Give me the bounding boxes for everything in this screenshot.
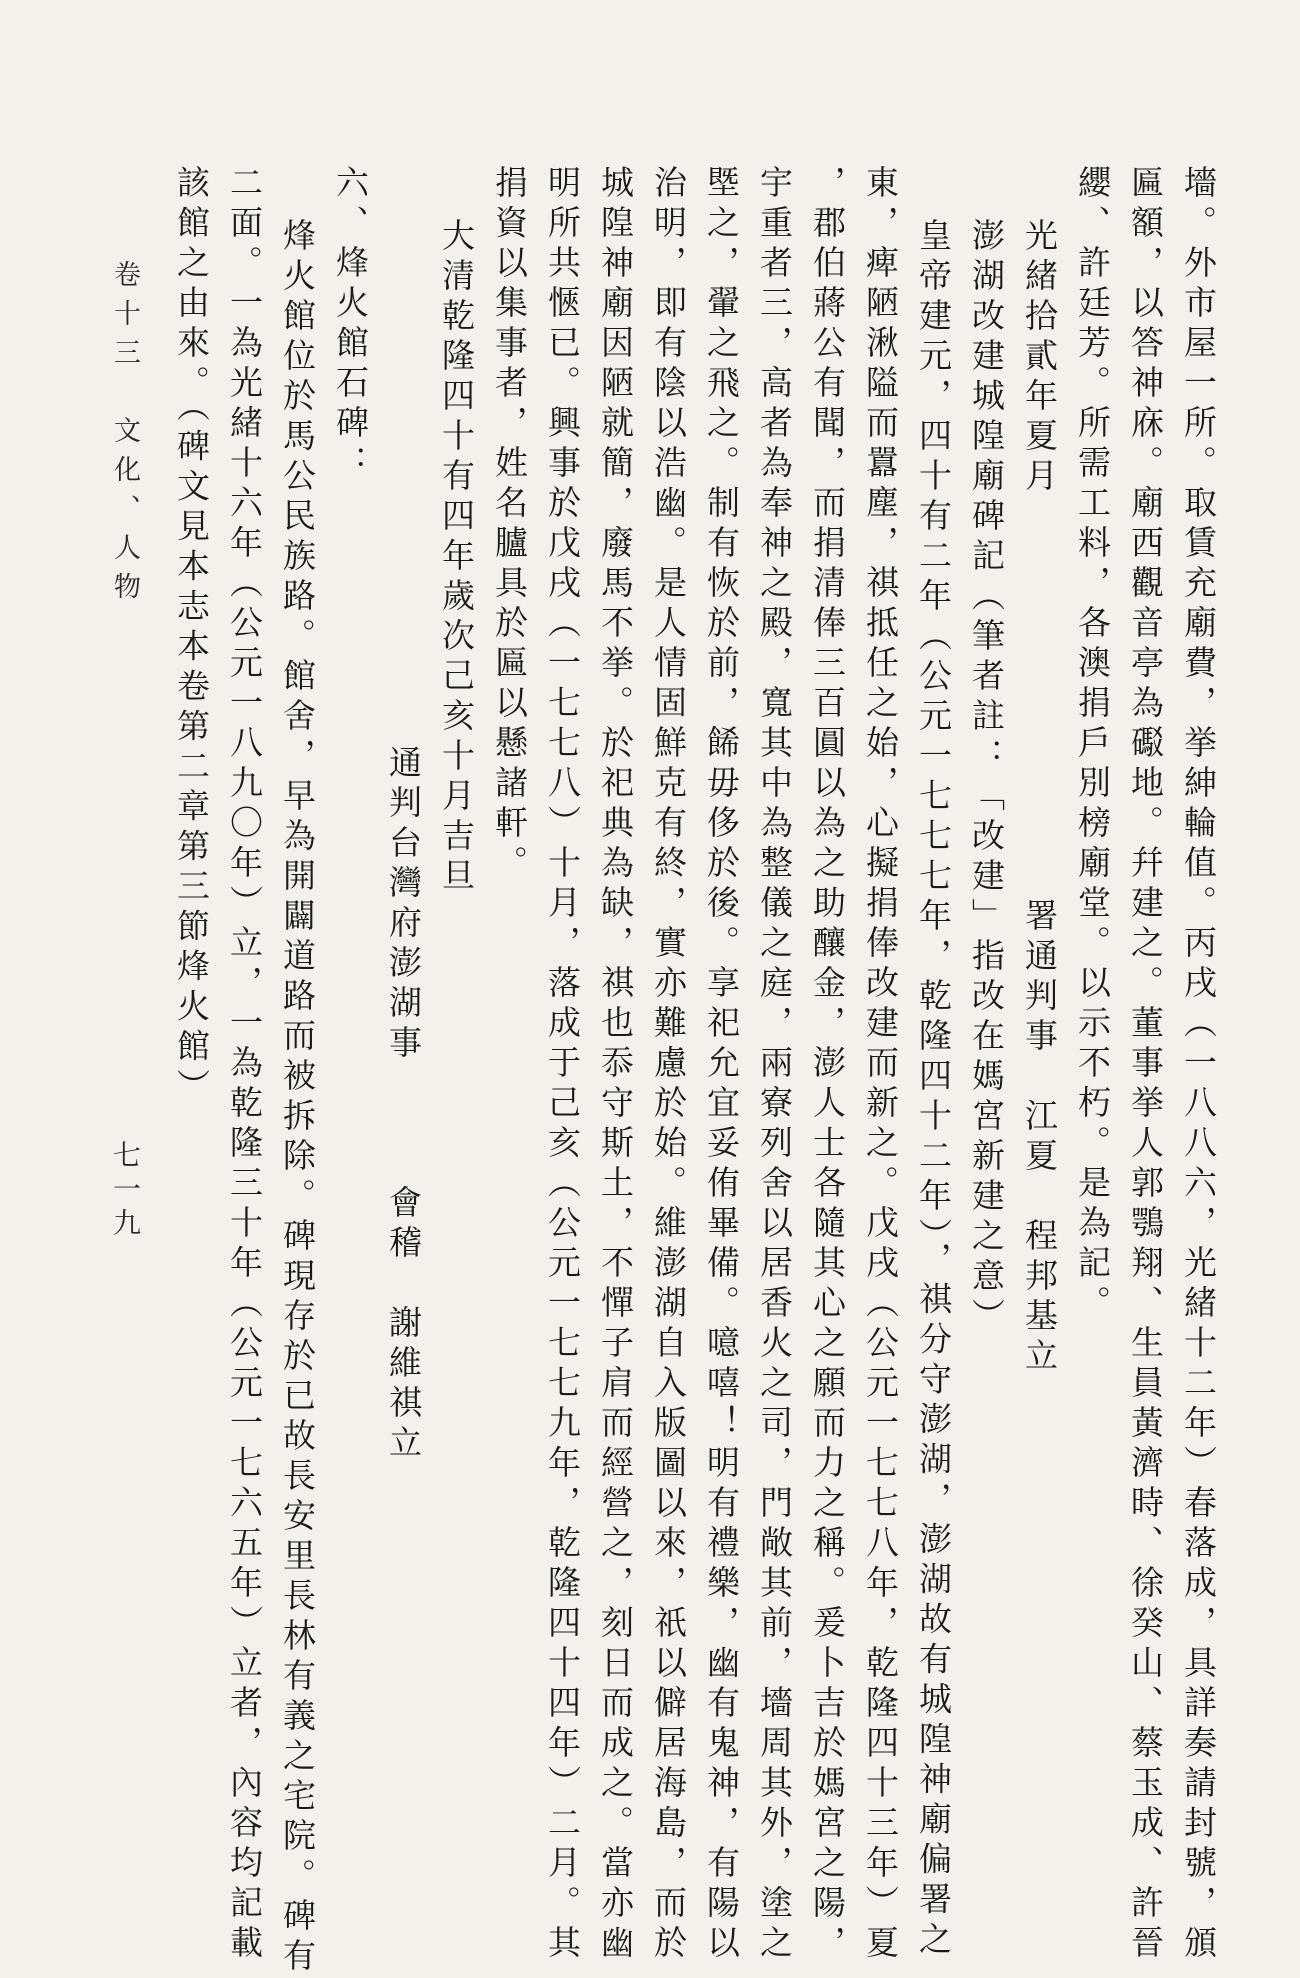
section-heading: 六、烽火館石碑： xyxy=(331,165,370,485)
text-column-8: ，郡伯蔣公有聞，而捐清俸三百圓以為之助釀金，澎人士各隨其心之願而力之稱。爰卜吉於媽宮之陽， xyxy=(808,165,847,1965)
page-number: 七一九 xyxy=(109,1140,142,1242)
text-column-13: 明所共愜已。興事於戊戌（一七七八）十月，落成于己亥（公元一七七九年，乾隆四十四年）二月。其 xyxy=(543,165,582,1965)
text-column-1: 墻。外市屋一所。取賃充廟費，挙紳輪值。丙戌（一八八六，光緒十二年）春落成，具詳奏請封號，頒 xyxy=(1179,165,1218,1965)
text-column-3: 纓、許廷芳。所需工料，各澳捐戶別榜廟堂。以示不朽。是為記。 xyxy=(1073,165,1112,1325)
text-column-9: 宇重者三，高者為奉神之殿，寬其中為整儀之庭，兩寮列舍以居香火之司，門敞其前，墻周其外，塗之 xyxy=(755,165,794,1965)
text-column-2: 匾額，以答神庥。廟西觀音亭為礟地。幷建之。董事挙人郭鶚翔、生員黃濟時、徐癸山、蔡玉成、許晉 xyxy=(1126,165,1165,1965)
page-footer-label: 卷十三 文化、人物 xyxy=(109,260,140,611)
text-column-14: 捐資以集事者，姓名臚具於匾以懸諸軒。 xyxy=(490,165,529,885)
text-column-6: 皇帝建元，四十有二年（公元一七七七年，乾隆四十二年），祺分守澎湖，澎湖故有城隍神廟偏署之 xyxy=(914,218,953,1962)
text-column-10: 塈之，翬之飛之。制有恢於前，餙毋侈於後。享祀允宜妥侑畢備。噫嘻！明有禮樂，幽有鬼神，有陽以 xyxy=(702,165,741,1965)
text-column-18: 烽火館位於馬公民族路。館舍，早為開闢道路而被拆除。碑現存於已故長安里長林有義之宅院。碑有 xyxy=(278,218,317,1978)
text-column-11: 治明，即有陰以浩幽。是人情固鮮克有終，實亦難慮於始。維澎湖自入版圖以來，祇以僻居海島，而於 xyxy=(649,165,688,1965)
text-column-12: 城隍神廟因陋就簡，廢馬不挙。於祀典為缺，祺也忝守斯土，不憚子肩而經營之，刻日而成之。當亦幽 xyxy=(596,165,635,1965)
text-column-7: 東，痺陋湫隘而囂塵，祺抵任之始，心擬捐俸改建而新之。戊戌（公元一七七八年，乾隆四十三年）夏 xyxy=(861,165,900,1965)
inscription-date-line: 大清乾隆四十有四年歲次己亥十月吉旦 xyxy=(437,218,476,898)
text-column-20: 該館之由來。（碑文見本志本卷第二章第三節烽火館） xyxy=(172,165,211,1109)
signature-line: 通判台灣府澎湖事 會稽 謝維祺立 xyxy=(384,745,423,1465)
inscription-title: 澎湖改建城隍廟碑記（筆者註：「改建」指改在媽宮新建之意） xyxy=(967,218,1006,1338)
date-signature-line: 光緒拾貳年夏月 署通判事 江夏 程邦基立 xyxy=(1020,218,1059,1378)
text-column-19: 二面。一為光緒十六年（公元一八九〇年）立，一為乾隆三十年（公元一七六五年）立者，內容均記載 xyxy=(225,165,264,1965)
